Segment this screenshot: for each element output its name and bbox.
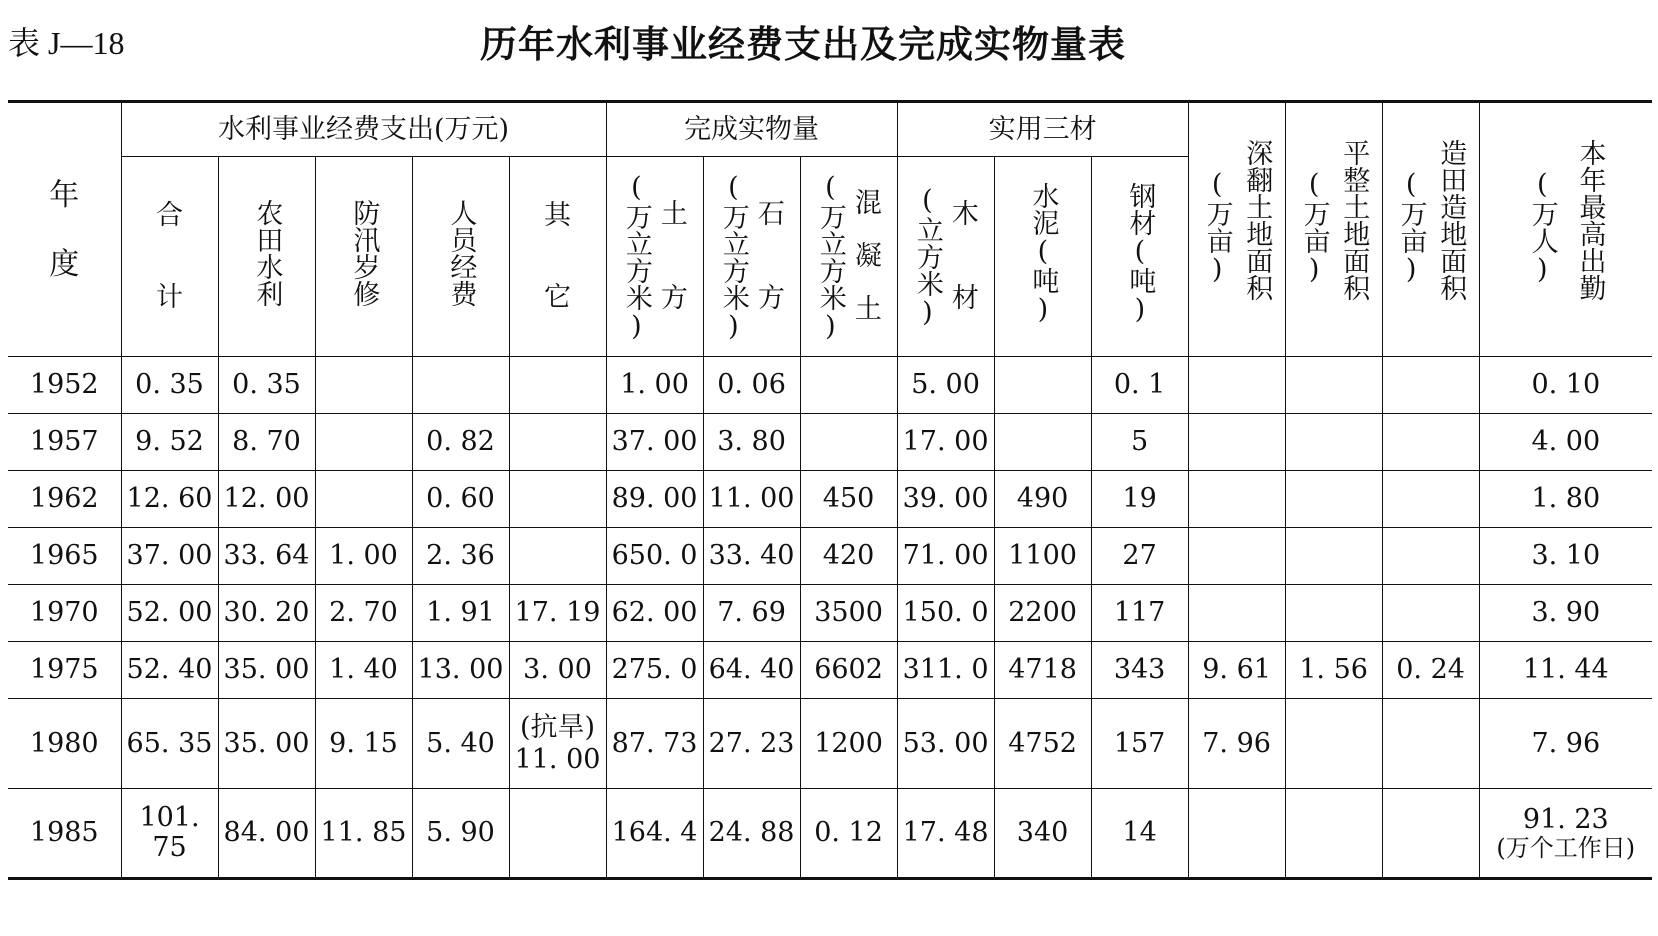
data-cell: 89. 00	[606, 471, 703, 528]
data-cell: 17. 48	[897, 789, 994, 879]
data-cell	[1188, 528, 1285, 585]
data-cell	[1188, 414, 1285, 471]
data-cell: 0. 12	[800, 789, 897, 879]
data-cell: 0. 1	[1091, 357, 1188, 414]
table-row	[8, 357, 1652, 414]
drought-note: (抗旱)	[519, 712, 596, 744]
drought-value: 11. 00	[514, 743, 601, 775]
data-cell	[1382, 414, 1479, 471]
steel-label: 钢材(吨)	[1124, 181, 1156, 325]
stone-char-2: 方	[757, 282, 785, 314]
data-cell: 33. 40	[703, 528, 800, 585]
col-header-labor	[1479, 102, 1652, 357]
table-row	[8, 789, 1652, 879]
table-row	[8, 528, 1652, 585]
data-cell: 5. 40	[412, 699, 509, 789]
data-cell	[1285, 414, 1382, 471]
cement-label: 水泥(吨)	[1027, 181, 1059, 325]
data-cell: 11. 44	[1479, 642, 1652, 699]
data-cell: 3. 00	[509, 642, 606, 699]
level-name: 平整土地面积	[1338, 139, 1370, 301]
stone-unit: (万立方米)	[717, 171, 749, 342]
col-header-deep	[1188, 102, 1285, 357]
data-cell: 9. 61	[1188, 642, 1285, 699]
table-row	[8, 699, 1652, 789]
data-cell	[1285, 699, 1382, 789]
data-cell: 52. 40	[121, 642, 218, 699]
data-cell: 1. 00	[606, 357, 703, 414]
data-cell: 1. 80	[1479, 471, 1652, 528]
data-cell: 117	[1091, 585, 1188, 642]
data-cell: 39. 00	[897, 471, 994, 528]
data-cell	[994, 357, 1091, 414]
data-cell	[1285, 471, 1382, 528]
wood-char-1: 木	[951, 199, 979, 231]
data-cell	[509, 699, 606, 789]
year-cell: 1965	[8, 528, 121, 585]
data-cell	[1188, 585, 1285, 642]
labor-unit: (万人)	[1526, 169, 1558, 285]
data-cell: 84. 00	[218, 789, 315, 879]
data-cell: 9. 52	[121, 414, 218, 471]
year-cell: 1970	[8, 585, 121, 642]
concrete-char-1: 混	[854, 187, 882, 219]
data-cell: 5. 00	[897, 357, 994, 414]
labor-value: 91. 23	[1522, 803, 1609, 835]
col-header-level	[1285, 102, 1382, 357]
year-cell: 1952	[8, 357, 121, 414]
data-cell: 7. 96	[1188, 699, 1285, 789]
data-cell: 0. 60	[412, 471, 509, 528]
col-header-stone	[703, 157, 800, 357]
data-cell: 5. 90	[412, 789, 509, 879]
stone-char-1: 石	[757, 199, 785, 231]
year-char-1: 年	[49, 177, 80, 213]
data-cell	[1285, 789, 1382, 879]
data-cell: 450	[800, 471, 897, 528]
data-cell: 53. 00	[897, 699, 994, 789]
col-header-farm	[218, 157, 315, 357]
col-header-other	[509, 157, 606, 357]
flood-label: 防汛岁修	[348, 199, 380, 308]
data-cell: 3500	[800, 585, 897, 642]
data-cell: 0. 10	[1479, 357, 1652, 414]
data-cell: 7. 96	[1479, 699, 1652, 789]
table-body	[8, 357, 1652, 879]
data-cell	[509, 357, 606, 414]
col-header-year	[8, 102, 121, 357]
data-cell	[509, 471, 606, 528]
data-cell	[1382, 471, 1479, 528]
data-cell: 275. 0	[606, 642, 703, 699]
data-cell	[1382, 528, 1479, 585]
year-cell: 1975	[8, 642, 121, 699]
table-row	[8, 642, 1652, 699]
table-row	[8, 471, 1652, 528]
data-cell	[1188, 471, 1285, 528]
data-cell: 340	[994, 789, 1091, 879]
group-header-expense: 水利事业经费支出(万元)	[121, 102, 606, 157]
data-cell: 52. 00	[121, 585, 218, 642]
data-cell: 30. 20	[218, 585, 315, 642]
year-char-2: 度	[49, 246, 80, 282]
data-cell: 2. 36	[412, 528, 509, 585]
col-header-flood	[315, 157, 412, 357]
data-cell: 0. 82	[412, 414, 509, 471]
data-cell: 12. 60	[121, 471, 218, 528]
data-cell	[1382, 789, 1479, 879]
other-char-2: 它	[544, 281, 572, 313]
data-cell: 420	[800, 528, 897, 585]
data-cell: 12. 00	[218, 471, 315, 528]
data-cell	[800, 357, 897, 414]
data-cell	[1285, 585, 1382, 642]
expenditure-table	[8, 100, 1652, 880]
data-cell: 9. 15	[315, 699, 412, 789]
data-cell: 19	[1091, 471, 1188, 528]
data-cell: 87. 73	[606, 699, 703, 789]
data-cell	[1382, 357, 1479, 414]
wood-unit: (立方米)	[911, 185, 943, 328]
data-cell: 62. 00	[606, 585, 703, 642]
data-cell: 1. 91	[412, 585, 509, 642]
deep-unit: (万亩)	[1201, 169, 1233, 285]
data-cell	[1188, 357, 1285, 414]
data-cell: 4. 00	[1479, 414, 1652, 471]
earth-char-2: 方	[660, 282, 688, 314]
data-cell: 311. 0	[897, 642, 994, 699]
data-cell	[1382, 699, 1479, 789]
year-cell: 1985	[8, 789, 121, 879]
data-cell: 13. 00	[412, 642, 509, 699]
col-header-steel	[1091, 157, 1188, 357]
data-cell: 27	[1091, 528, 1188, 585]
year-cell: 1957	[8, 414, 121, 471]
data-cell: 4718	[994, 642, 1091, 699]
data-cell: 1. 00	[315, 528, 412, 585]
data-cell: 0. 06	[703, 357, 800, 414]
data-cell: 65. 35	[121, 699, 218, 789]
data-cell: 2200	[994, 585, 1091, 642]
group-header-materials: 实用三材	[897, 102, 1188, 157]
year-cell: 1962	[8, 471, 121, 528]
farm-label: 农田水利	[251, 199, 283, 308]
data-cell: 0. 24	[1382, 642, 1479, 699]
data-cell: 1100	[994, 528, 1091, 585]
labor-unit-note: (万个工作日)	[1496, 833, 1636, 862]
concrete-char-2: 凝	[854, 240, 882, 272]
data-cell	[315, 414, 412, 471]
col-header-total	[121, 157, 218, 357]
data-cell	[1188, 789, 1285, 879]
year-cell: 1980	[8, 699, 121, 789]
data-cell: 11. 85	[315, 789, 412, 879]
data-cell: 37. 00	[606, 414, 703, 471]
other-char-1: 其	[544, 200, 572, 232]
data-cell: 1. 56	[1285, 642, 1382, 699]
total-char-2: 计	[156, 281, 183, 313]
col-header-wood	[897, 157, 994, 357]
data-cell	[412, 357, 509, 414]
data-cell: 1. 40	[315, 642, 412, 699]
data-cell: 6602	[800, 642, 897, 699]
data-cell	[1285, 528, 1382, 585]
deep-name: 深翻土地面积	[1241, 139, 1273, 301]
data-cell: 35. 00	[218, 699, 315, 789]
data-cell: 7. 69	[703, 585, 800, 642]
data-cell: 24. 88	[703, 789, 800, 879]
data-cell: 17. 19	[509, 585, 606, 642]
data-cell: 35. 00	[218, 642, 315, 699]
data-cell: 150. 0	[897, 585, 994, 642]
earth-unit: (万立方米)	[620, 171, 652, 342]
data-cell: 17. 00	[897, 414, 994, 471]
col-header-build	[1382, 102, 1479, 357]
data-cell: 33. 64	[218, 528, 315, 585]
page-title: 历年水利事业经费支出及完成实物量表	[480, 23, 1126, 66]
earth-char-1: 土	[660, 199, 688, 231]
data-cell: 3. 10	[1479, 528, 1652, 585]
data-cell	[509, 789, 606, 879]
group-header-physical: 完成实物量	[606, 102, 897, 157]
data-cell: 490	[994, 471, 1091, 528]
labor-name: 本年最高出勤	[1574, 139, 1606, 301]
data-cell: 343	[1091, 642, 1188, 699]
staff-label: 人员经费	[445, 199, 477, 308]
col-header-staff	[412, 157, 509, 357]
col-header-cement	[994, 157, 1091, 357]
data-cell: 71. 00	[897, 528, 994, 585]
build-name: 造田造地面积	[1435, 139, 1467, 301]
col-header-concrete	[800, 157, 897, 357]
data-cell: 2. 70	[315, 585, 412, 642]
data-cell: 101. 75	[121, 789, 218, 879]
data-cell: 3. 90	[1479, 585, 1652, 642]
data-cell: 14	[1091, 789, 1188, 879]
data-cell	[315, 357, 412, 414]
data-cell: 164. 4	[606, 789, 703, 879]
data-cell: 0. 35	[121, 357, 218, 414]
concrete-char-3: 土	[854, 294, 882, 326]
data-cell: 27. 23	[703, 699, 800, 789]
data-cell	[1285, 357, 1382, 414]
data-cell: 5	[1091, 414, 1188, 471]
data-cell	[509, 414, 606, 471]
data-cell: 4752	[994, 699, 1091, 789]
data-cell: 157	[1091, 699, 1188, 789]
data-cell: 64. 40	[703, 642, 800, 699]
data-cell: 0. 35	[218, 357, 315, 414]
data-cell	[1382, 585, 1479, 642]
data-cell: 37. 00	[121, 528, 218, 585]
data-cell: 8. 70	[218, 414, 315, 471]
wood-char-2: 材	[951, 282, 979, 314]
total-char-1: 合	[156, 200, 183, 232]
data-cell: 3. 80	[703, 414, 800, 471]
data-cell: 650. 0	[606, 528, 703, 585]
concrete-unit: (万立方米)	[814, 171, 846, 342]
data-cell	[994, 414, 1091, 471]
level-unit: (万亩)	[1298, 169, 1330, 285]
table-row	[8, 414, 1652, 471]
data-cell	[1479, 789, 1652, 879]
col-header-earth	[606, 157, 703, 357]
table-row	[8, 585, 1652, 642]
build-unit: (万亩)	[1395, 169, 1427, 285]
data-cell: 1200	[800, 699, 897, 789]
data-cell	[315, 471, 412, 528]
data-cell: 11. 00	[703, 471, 800, 528]
data-cell	[800, 414, 897, 471]
table-id: 表 J—18	[8, 25, 125, 61]
data-cell	[509, 528, 606, 585]
